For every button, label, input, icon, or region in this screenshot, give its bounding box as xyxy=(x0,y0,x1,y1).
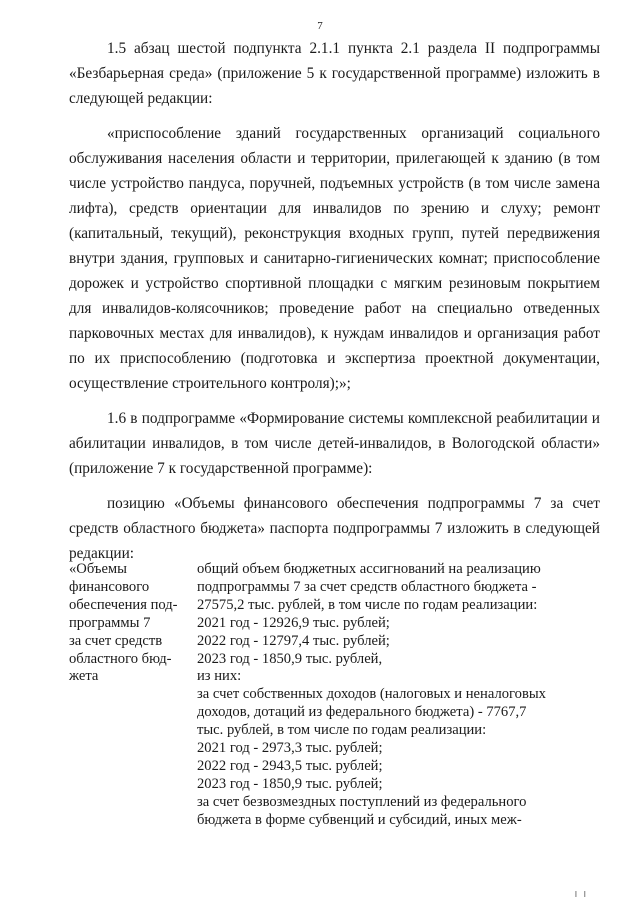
passport-value-line: доходов, дотаций из федерального бюджета) - 7767,7 xyxy=(197,704,527,721)
passport-value-line: за счет собственных доходов (налоговых и неналоговых xyxy=(197,686,546,703)
passport-value-line: из них: xyxy=(197,668,242,685)
paragraph-position-edit: позицию «Объемы финансового обеспечения подпрограммы 7 за счет средств областного бюджета» паспорта подпрограммы 7 изложить в следующей редакции: xyxy=(69,495,600,562)
passport-value-line: 2021 год - 12926,9 тыс. рублей; xyxy=(197,614,390,631)
paragraph-1-5: 1.5 абзац шестой подпункта 2.1.1 пункта 2.1 раздела II подпрограммы «Безбарьерная среда» (приложение 5 к государственной программе) изложить в следующей редакции: xyxy=(69,40,600,107)
passport-label-line: программы 7 xyxy=(69,614,151,631)
document-body xyxy=(69,36,600,566)
passport-value-cell xyxy=(197,561,600,830)
passport-value-line: 2021 год - 2973,3 тыс. рублей; xyxy=(197,740,383,757)
passport-value-line: за счет безвозмездных поступлений из федерального xyxy=(197,793,527,810)
corner-mark: I I xyxy=(574,890,588,899)
passport-label-line: областного бюд- xyxy=(69,650,172,667)
passport-label-line: обеспечения под- xyxy=(69,596,178,613)
passport-value-line: бюджета в форме субвенций и субсидий, иных меж- xyxy=(197,811,522,828)
page-number: 7 xyxy=(317,20,323,32)
passport-label-line: за счет средств xyxy=(69,632,163,649)
passport-value-line: тыс. рублей, в том числе по годам реализации: xyxy=(197,722,487,739)
passport-label-line: «Объемы xyxy=(69,561,127,577)
passport-value-line: 2022 год - 12797,4 тыс. рублей; xyxy=(197,632,390,649)
passport-value-line: общий объем бюджетных ассигнований на реализацию xyxy=(197,561,541,577)
paragraph-1-6: 1.6 в подпрограмме «Формирование системы комплексной реабилитации и абилитации инвалидов, в том числе детей-инвалидов, в Вологодской области» (приложение 7 к государственной программе): xyxy=(69,410,600,477)
passport-label-cell xyxy=(69,561,187,686)
paragraph-quote-adaptation: «приспособление зданий государственных организаций социального обслуживания населения области и территории, прилегающей к зданию (в том числе устройство пандуса, поручней, подъемных устройств (в том числе замена лифта), средств ориентации для инвалидов по зрению и слуху; ремонт (капитальный, текущий), реконструкция входных групп, путей передвижения внутри здания, групповых и санитарно-гигиенических комнат; приспособление дорожек и устройство спортивной площадки с мягким резиновым покрытием для инвалидов-колясочников; проведение работ на специально отведенных парковочных местах для инвалидов), к нуждам инвалидов и организация работ по их приспособлению (подготовка и экспертиза проектной документации, осуществление строительного контроля);»; xyxy=(69,125,600,392)
passport-label-line: финансового xyxy=(69,578,150,595)
passport-value-line: 27575,2 тыс. рублей, в том числе по годам реализации: xyxy=(197,596,538,613)
passport-label-line: жета xyxy=(69,668,99,685)
passport-value-line: подпрограммы 7 за счет средств областного бюджета - xyxy=(197,578,537,595)
passport-value-line: 2022 год - 2943,5 тыс. рублей; xyxy=(197,757,383,774)
passport-value-line: 2023 год - 1850,9 тыс. рублей, xyxy=(197,650,383,667)
passport-value-line: 2023 год - 1850,9 тыс. рублей; xyxy=(197,775,383,792)
